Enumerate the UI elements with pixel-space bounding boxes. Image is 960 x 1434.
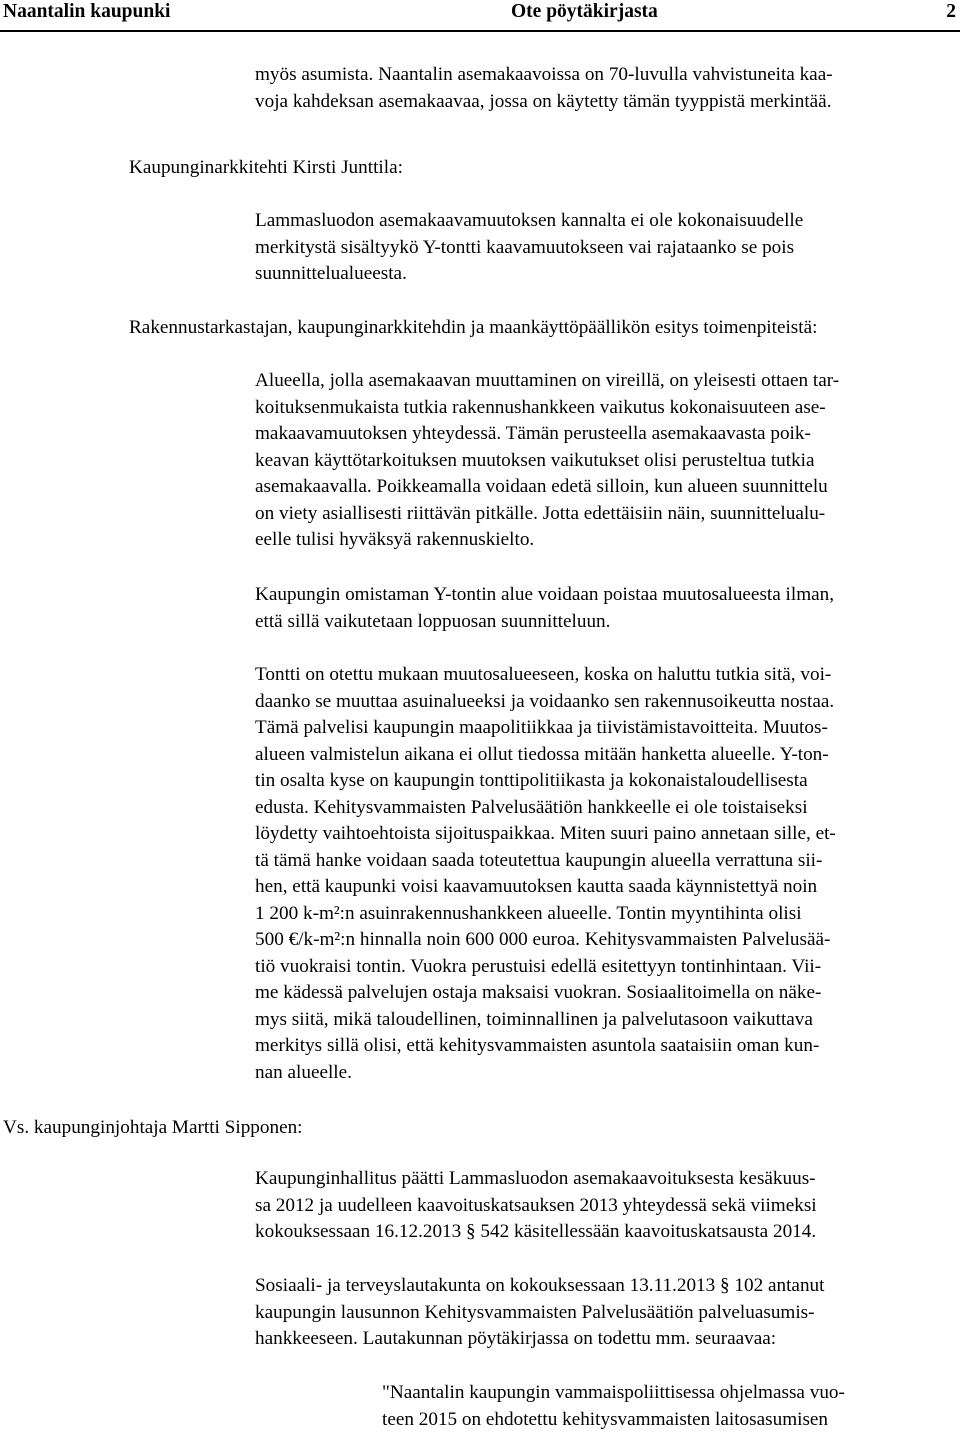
paragraph-board-decision (255, 1166, 957, 1246)
municipality-name: Naantalin kaupunki (3, 1, 171, 22)
text-line: tin osalta kyse on kaupungin tonttipolitiikasta ja kokonaistaloudellisesta (255, 770, 808, 791)
text-line: makaavamuutoksen yhteydessä. Tämän perusteella asemakaavasta poik- (255, 423, 811, 444)
paragraph-plot-rationale (255, 662, 957, 1086)
text-line: tä tämä hanke voidaan saada toteutettua kaupungin alueella verrattuna sii- (255, 849, 823, 871)
text-line: Alueella, jolla asemakaavan muuttaminen on vireillä, on yleisesti ottaen tar- (255, 370, 840, 391)
speaker-label-mayor: Vs. kaupunginjohtaja Martti Sipponen: (3, 1117, 303, 1138)
speaker-label-architect: Kaupunginarkkitehti Kirsti Junttila: (129, 157, 403, 178)
text-line: että sillä vaikutetaan loppuosan suunnitteluun. (255, 610, 611, 632)
paragraph-continuation (255, 62, 957, 115)
text-line: on viety asiallisesti riittävän pitkälle. Jotta edettäisiin näin, suunnittelualu- (255, 502, 826, 524)
text-line: hankkeeseen. Lautakunnan pöytäkirjassa on todettu mm. seuraavaa: (255, 1328, 777, 1349)
text-line: voja kahdeksan asemakaavaa, jossa on käytetty tämän tyyppistä merkintää. (255, 90, 832, 112)
text-line: eelle tulisi hyväksyä rakennuskielto. (255, 529, 535, 550)
text-line: mys siitä, mikä taloudellinen, toiminnallinen ja palvelutasoon vaikuttava (255, 1008, 813, 1030)
text-line: Tontti on otettu mukaan muutosalueeseen, koska on haluttu tutkia sitä, voi- (255, 664, 832, 685)
page-header (0, 0, 960, 30)
document-type: Ote pöytäkirjasta (511, 1, 658, 22)
text-line: kaupungin lausunnon Kehitysvammaisten Palvelusäätiön palveluasumis- (255, 1301, 815, 1323)
text-line: 500 €/k-m²:n hinnalla noin 600 000 euroa. Kehitysvammaisten Palvelusää- (255, 929, 831, 950)
text-line: myös asumista. Naantalin asemakaavoissa on 70-luvulla vahvistuneita kaa- (255, 64, 833, 85)
text-line: merkitys sillä olisi, että kehitysvammaisten asuntola saataisiin oman kun- (255, 1035, 820, 1056)
paragraph-architect-statement (255, 208, 957, 288)
text-line: Tämä palvelisi kaupungin maapolitiikkaa ja tiivistämistavoitteita. Muutos- (255, 717, 828, 738)
text-line: löydetty vaihtoehtoista sijoituspaikkaa. Miten suuri paino annetaan sille, et- (255, 823, 836, 844)
text-line: merkitystä sisältyykö Y-tontti kaavamuutokseen vai rajataanko se pois (255, 236, 795, 258)
text-line: tiö vuokraisi tontin. Vuokra perustuisi edellä esitettyyn tontinhintaan. Vii- (255, 955, 822, 977)
paragraph-social-committee (255, 1273, 957, 1353)
text-line: Kaupungin omistaman Y-tontin alue voidaan poistaa muutosalueesta ilman, (255, 584, 835, 605)
header-divider (0, 30, 960, 32)
text-line: "Naantalin kaupungin vammaispoliittisessa ohjelmassa vuo- (382, 1382, 845, 1403)
text-line: asemakaavalla. Poikkeamalla voidaan edetä silloin, kun alueen suunnittelu (255, 476, 828, 497)
text-line: Kaupunginhallitus päätti Lammasluodon asemakaavoituksesta kesäkuus- (255, 1168, 816, 1189)
text-line: 1 200 k-m²:n asuinrakennushankkeen alueelle. Tontin myyntihinta olisi (255, 902, 802, 924)
text-line: keavan käyttötarkoituksen muutoksen vaikutukset olisi perusteltua tutkia (255, 449, 815, 471)
text-line: me kädessä palvelujen ostaja maksaisi vuokran. Sosiaalitoimella on näke- (255, 982, 822, 1003)
text-line: Lammasluodon asemakaavamuutoksen kannalta ei ole kokonaisuudelle (255, 210, 804, 231)
speaker-label-proposal: Rakennustarkastajan, kaupunginarkkitehdin ja maankäyttöpäällikön esitys toimenpiteistä: (129, 317, 818, 338)
text-line: sa 2012 ja uudelleen kaavoituskatsauksen 2013 yhteydessä sekä viimeksi (255, 1194, 817, 1216)
text-line: Sosiaali- ja terveyslautakunta on kokouksessaan 13.11.2013 § 102 antanut (255, 1275, 825, 1296)
text-line: teen 2015 on ehdotettu kehitysvammaisten laitosasumisen (382, 1408, 829, 1430)
text-line: koituksenmukaista tutkia rakennushankkeen vaikutus kokonaisuuteen ase- (255, 396, 826, 418)
text-line: hen, että kaupunki voisi kaavamuutoksen kautta saada käynnistettyä noin (255, 876, 818, 897)
text-line: suunnittelualueesta. (255, 263, 407, 284)
text-line: nan alueelle. (255, 1061, 352, 1083)
paragraph-y-plot (255, 582, 957, 635)
text-line: alueen valmistelun aikana ei ollut tiedossa mitään hanketta alueelle. Y-ton- (255, 743, 829, 765)
page-number: 2 (946, 1, 956, 22)
block-quote (382, 1380, 957, 1433)
text-line: daanko se muuttaa asuinalueeksi ja voidaanko sen rakennusoikeutta nostaa. (255, 690, 835, 712)
paragraph-proposal (255, 368, 957, 554)
text-line: kokouksessaan 16.12.2013 § 542 käsitellessään kaavoituskatsausta 2014. (255, 1221, 817, 1242)
text-line: edusta. Kehitysvammaisten Palvelusäätiön hankkeelle ei ole toistaiseksi (255, 796, 808, 818)
